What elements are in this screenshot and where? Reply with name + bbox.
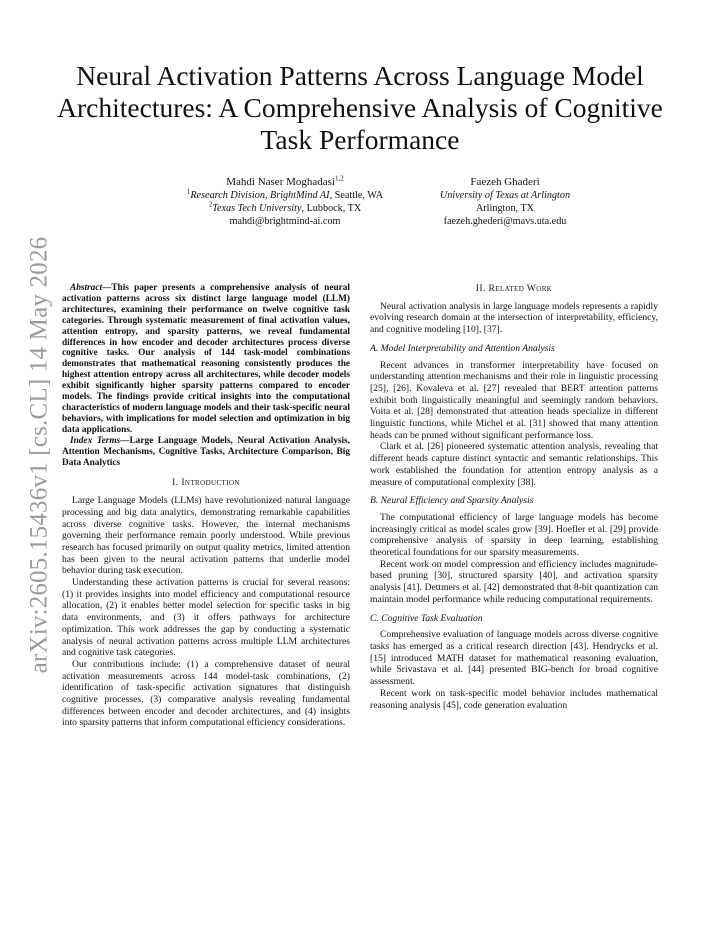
author-email: faezeh.ghederi@mavs.uta.edu (443, 216, 567, 227)
author-block-1 (135, 176, 435, 228)
author-affiliation-1: $^1$Research Division, BrightMind AI, Seattle, WA (186, 187, 384, 201)
intro-paragraph: Our contributions include: (1) a comprehensive dataset of neural activation measurements across 144 model-task combinations, (2) identification of task-specific activation signatures that distinguish cognitive processes, (3) comparative analysis revealing fundamental differences between encoder and decoder architectures, and (4) insights into sparsity patterns that inform computational efficiency considerations. (62, 658, 350, 729)
index-terms: Index Terms—Large Language Models, Neural Activation Analysis, Attention Mechanisms, Cognitive Tasks, Architecture Comparison, Big Data Analytics (62, 435, 350, 468)
abstract: Abstract—This paper presents a comprehensive analysis of neural activation patterns across six distinct large language model (LLM) architectures, examining their performance on twelve cognitive task categories. Through systematic measurement of final activation values, attention entropy, and sparsity patterns, we reveal fundamental differences in how encoder and decoder architectures process diverse cognitive tasks. Our analysis of 144 task-model combinations demonstrates that mathematical reasoning consistently produces the highest attention entropy across all architectures, while decoder models exhibit significantly higher sparsity patterns compared to encoder models. The findings provide critical insights into the computational characteristics of modern language models and their task-specific neural behaviors, with implications for model selection and optimization in big data applications. (62, 283, 350, 435)
subsection-c-paragraph: Comprehensive evaluation of language models across diverse cognitive tasks has emerged as a critical research direction [43]. Hendrycks et al. [15] introduced MATH dataset for mathematical reasoning evaluation, while Srivastava et al. [44] presented BIG-bench for broad cognitive assessment. (370, 629, 658, 688)
subsection-a-paragraph: Recent advances in transformer interpretability have focused on understanding attention mechanisms and their role in linguistic processing [25], [26]. Kovaleva et al. [27] revealed that BERT attention patterns exhibit both linguistically meaningful and seemingly random behaviors. Voita et al. [28] demonstrated that attention heads specialize in different linguistic functions, while Michel et al. [31] showed that many attention heads can be pruned without significant performance loss. (370, 359, 658, 441)
subsection-heading-a: A. Model Interpretability and Attention Analysis (370, 342, 555, 354)
arxiv-stamp-text: arXiv:2605.15436v1 [cs.CL] 14 May 2026 (25, 236, 52, 674)
subsection-heading-b: B. Neural Efficiency and Sparsity Analysis (370, 495, 534, 507)
paper-title: Neural Activation Patterns Across Language Model Architectures: A Comprehensive Analysis of Cognitive Task Performance (57, 60, 663, 155)
author-location: Arlington, TX (475, 203, 535, 214)
author-email: mahdi@brightmind-ai.com (229, 216, 341, 227)
author-affiliation-2: $^2$Texas Tech University, Lubbock, TX (208, 200, 362, 214)
author-name: Faezeh Ghaderi (470, 176, 540, 188)
section-heading-related-work: II. Related Work (475, 283, 553, 294)
subsection-a-paragraph: Clark et al. [26] pioneered systematic attention analysis, revealing that different heads capture distinct syntactic and semantic relationships. This work established the foundation for attention entropy analysis as a measure of computational complexity [38]. (370, 441, 658, 488)
intro-paragraph: Understanding these activation patterns is crucial for several reasons: (1) it provides insights into model efficiency and computational resource allocation, (2) it enables better model selection for specific tasks in big data environments, and (3) it offers pathways for architecture optimization. This work addresses the gap by conducting a systematic analysis of neural activation patterns across multiple LLM architectures and cognitive task categories. (62, 577, 350, 659)
subsection-b-paragraph: Recent work on model compression and efficiency includes magnitude-based pruning [30], structured sparsity [40], and activation sparsity analysis [41]. Dettmers et al. [42] demonstrated that 8-bit quantization can maintain model performance while reducing computational requirements. (370, 558, 658, 605)
right-column (370, 283, 658, 711)
section-heading-introduction: I. Introduction (172, 477, 240, 489)
subsection-c-paragraph: Recent work on task-specific model behavior includes mathematical reasoning analysis [45], code generation evaluation (370, 687, 658, 711)
author-block-2 (395, 176, 615, 228)
subsection-b-paragraph: The computational efficiency of large language models has become increasingly critical as model scales grow [39]. Hoefler et al. [29] provide comprehensive analysis of sparsity in deep learning, establishing theoretical foundations for our sparsity measurements. (370, 511, 658, 559)
left-column (62, 283, 350, 729)
author-affiliation: University of Texas at Arlington (439, 190, 571, 201)
subsection-heading-c: C. Cognitive Task Evaluation (370, 612, 483, 624)
arxiv-stamp (24, 236, 54, 674)
intro-paragraph: Large Language Models (LLMs) have revolutionized natural language processing and big data analytics, demonstrating remarkable capabilities across diverse cognitive tasks. However, the internal mechanisms governing their performance remain poorly understood. While previous research has focused primarily on output quality metrics, limited attention has been given to the neural activation patterns that underlie model behavior during task execution. (62, 495, 350, 577)
author-name: Mahdi Naser Moghadasi$^{1,2}$ (226, 174, 344, 188)
related-intro-paragraph: Neural activation analysis in large language models represents a rapidly evolving research domain at the intersection of interpretability, efficiency, and cognitive modeling [10], [37]. (370, 300, 658, 336)
